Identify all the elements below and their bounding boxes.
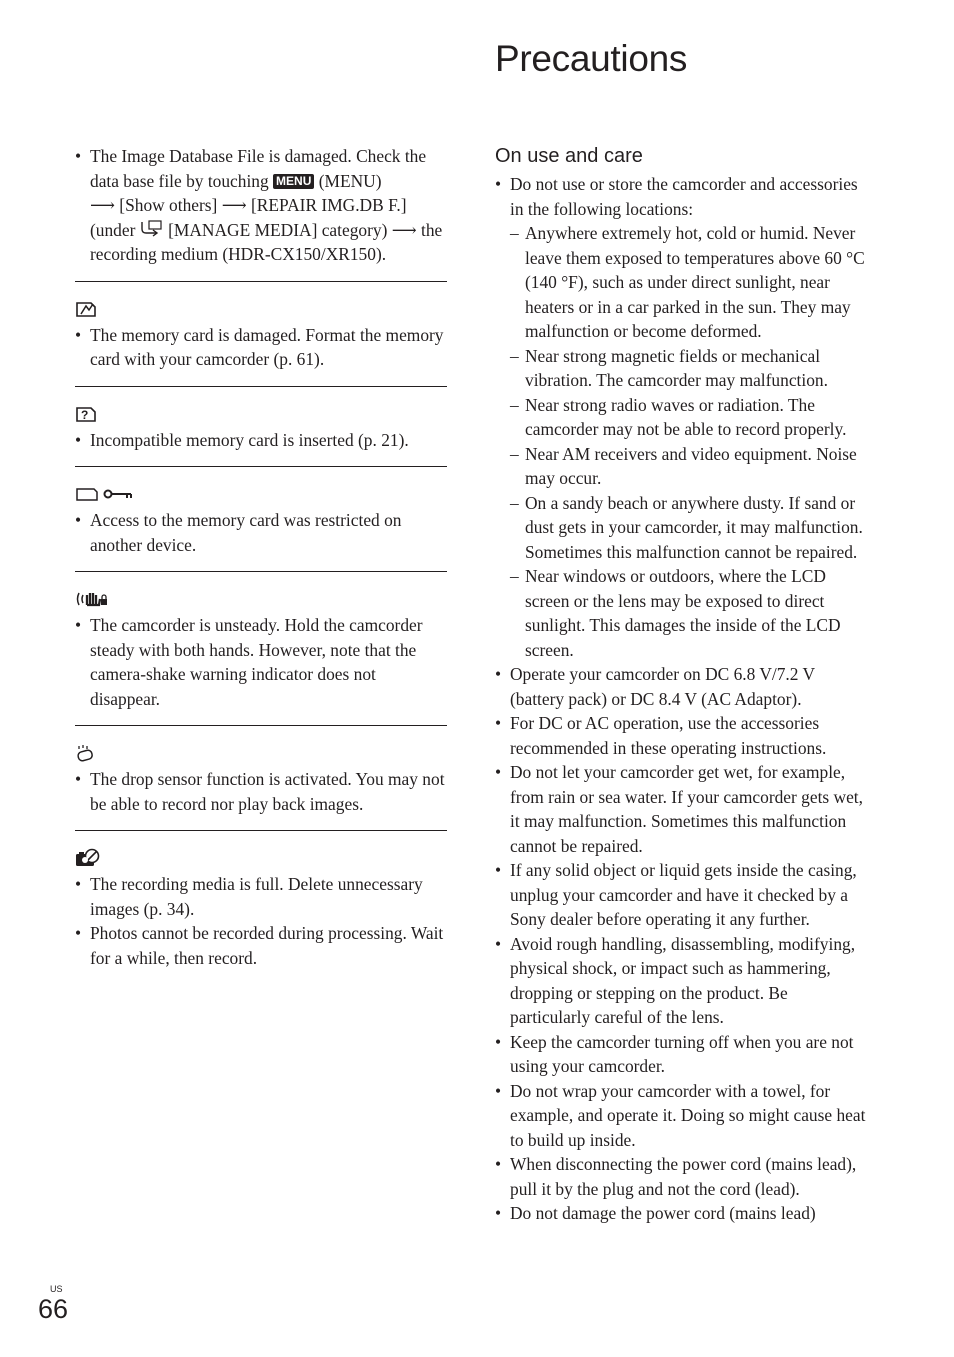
section-camera-shake <box>75 571 447 725</box>
list-item: • The recording media is full. Delete unnecessary images (p. 34). <box>75 872 447 921</box>
section-photo-recording <box>75 830 447 984</box>
section-memory-card-damaged <box>75 281 447 386</box>
memory-card-damaged-icon <box>75 295 447 323</box>
section-memory-card-incompatible <box>75 386 447 467</box>
sub-list-item: – Near windows or outdoors, where the LCD screen or the lens may be exposed to direct sunlight. This damages the inside of the LCD screen. <box>510 564 870 662</box>
section-database-damaged <box>75 144 447 281</box>
right-column <box>495 144 870 1226</box>
list-item: • Access to the memory card was restricted on another device. <box>75 508 447 557</box>
list-item: • Do not let your camcorder get wet, for example, from rain or sea water. If your camcorder gets wet, it may malfunction. Sometimes this malfunction cannot be repaired. <box>495 760 870 858</box>
sub-list-item: – On a sandy beach or anywhere dusty. If sand or dust gets in your camcorder, it may malfunction. Sometimes this malfunction cannot be repaired. <box>510 491 870 565</box>
list-item: • The camcorder is unsteady. Hold the camcorder steady with both hands. However, note that the camera-shake warning indicator does not disappear. <box>75 613 447 711</box>
list-item: • Operate your camcorder on DC 6.8 V/7.2 V (battery pack) or DC 8.4 V (AC Adaptor). <box>495 662 870 711</box>
list-item: • If any solid object or liquid gets inside the casing, unplug your camcorder and have it checked by a Sony dealer before operating it any further. <box>495 858 870 932</box>
region-code: US <box>50 1284 63 1294</box>
list-item: • For DC or AC operation, use the accessories recommended in these operating instructions. <box>495 711 870 760</box>
arrow-right-icon: ⟶ <box>221 195 247 215</box>
camera-shake-warning-icon <box>75 585 447 613</box>
section-drop-sensor <box>75 725 447 830</box>
list-item: • Keep the camcorder turning off when you are not using your camcorder. <box>495 1030 870 1079</box>
sub-list-item: – Anywhere extremely hot, cold or humid. Never leave them exposed to temperatures above 60 °C (140 °F), such as under direct sunlight, near heaters or in a car parked in the sun. They may malfunction or become deformed. <box>510 221 870 344</box>
sub-list-item: – Near strong radio waves or radiation. The camcorder may not be able to record properly. <box>510 393 870 442</box>
memory-card-locked-icon <box>75 480 447 508</box>
list-item: • The memory card is damaged. Format the memory card with your camcorder (p. 61). <box>75 323 447 372</box>
menu-button-icon: MENU <box>273 174 314 189</box>
list-item: • The drop sensor function is activated. You may not be able to record nor play back images. <box>75 767 447 816</box>
photo-recording-disabled-icon <box>75 844 447 872</box>
section-heading: On use and care <box>495 145 643 167</box>
list-item: • Do not wrap your camcorder with a towel, for example, and operate it. Doing so might cause heat to build up inside. <box>495 1079 870 1153</box>
sub-list-item: – Near strong magnetic fields or mechanical vibration. The camcorder may malfunction. <box>510 344 870 393</box>
list-item: • Photos cannot be recorded during processing. Wait for a while, then record. <box>75 921 447 970</box>
list-item: • When disconnecting the power cord (mains lead), pull it by the plug and not the cord (lead). <box>495 1152 870 1201</box>
list-item: • Avoid rough handling, disassembling, modifying, physical shock, or impact such as hammering, dropping or stepping on the product. Be particularly careful of the lens. <box>495 932 870 1030</box>
list-item: • Incompatible memory card is inserted (p. 21). <box>75 428 447 453</box>
section-memory-card-locked <box>75 466 447 571</box>
page-title: Precautions <box>495 38 688 79</box>
list-item: • The Image Database File is damaged. Check the data base file by touching MENU (MENU) ⟶ [Show others] ⟶ [REPAIR IMG.DB F.] (under [MANAGE MEDIA] category) ⟶ the recording medium (HDR-CX150/XR150). <box>75 144 447 267</box>
sub-list-item: – Near AM receivers and video equipment. Noise may occur. <box>510 442 870 491</box>
arrow-right-icon: ⟶ <box>391 219 417 240</box>
memory-card-incompatible-icon <box>75 400 447 428</box>
page-number: 66 <box>38 1294 69 1324</box>
manage-media-icon <box>140 220 164 238</box>
drop-sensor-icon <box>75 739 447 767</box>
left-column <box>75 144 447 984</box>
list-item: • Do not use or store the camcorder and accessories in the following locations: – Anywhere extremely hot, cold or humid. Never leave them exposed to temperatures above 60 °C (140 °F), such as under direct sunlight, near heaters or in a car parked in the sun. They may malfunction or become deformed. – Near strong magnetic fields or mechanical vibration. The camcorder may malfunction. – Near strong radio waves or radiation. The camcorder may not be able to record properly. – Near AM receivers and video equipment. Noise may occur. – On a sandy beach or anywhere dusty. If sand or dust gets in your camcorder, it may malfunction. Sometimes this malfunction cannot be repaired. – Near windows or outdoors, where the LCD screen or the lens may be exposed to direct sunlight. This damages the inside of the LCD screen. <box>495 172 870 662</box>
arrow-right-icon: ⟶ <box>90 195 115 215</box>
list-item: • Do not damage the power cord (mains lead) <box>495 1201 870 1226</box>
svg-text:?: ? <box>81 407 89 422</box>
